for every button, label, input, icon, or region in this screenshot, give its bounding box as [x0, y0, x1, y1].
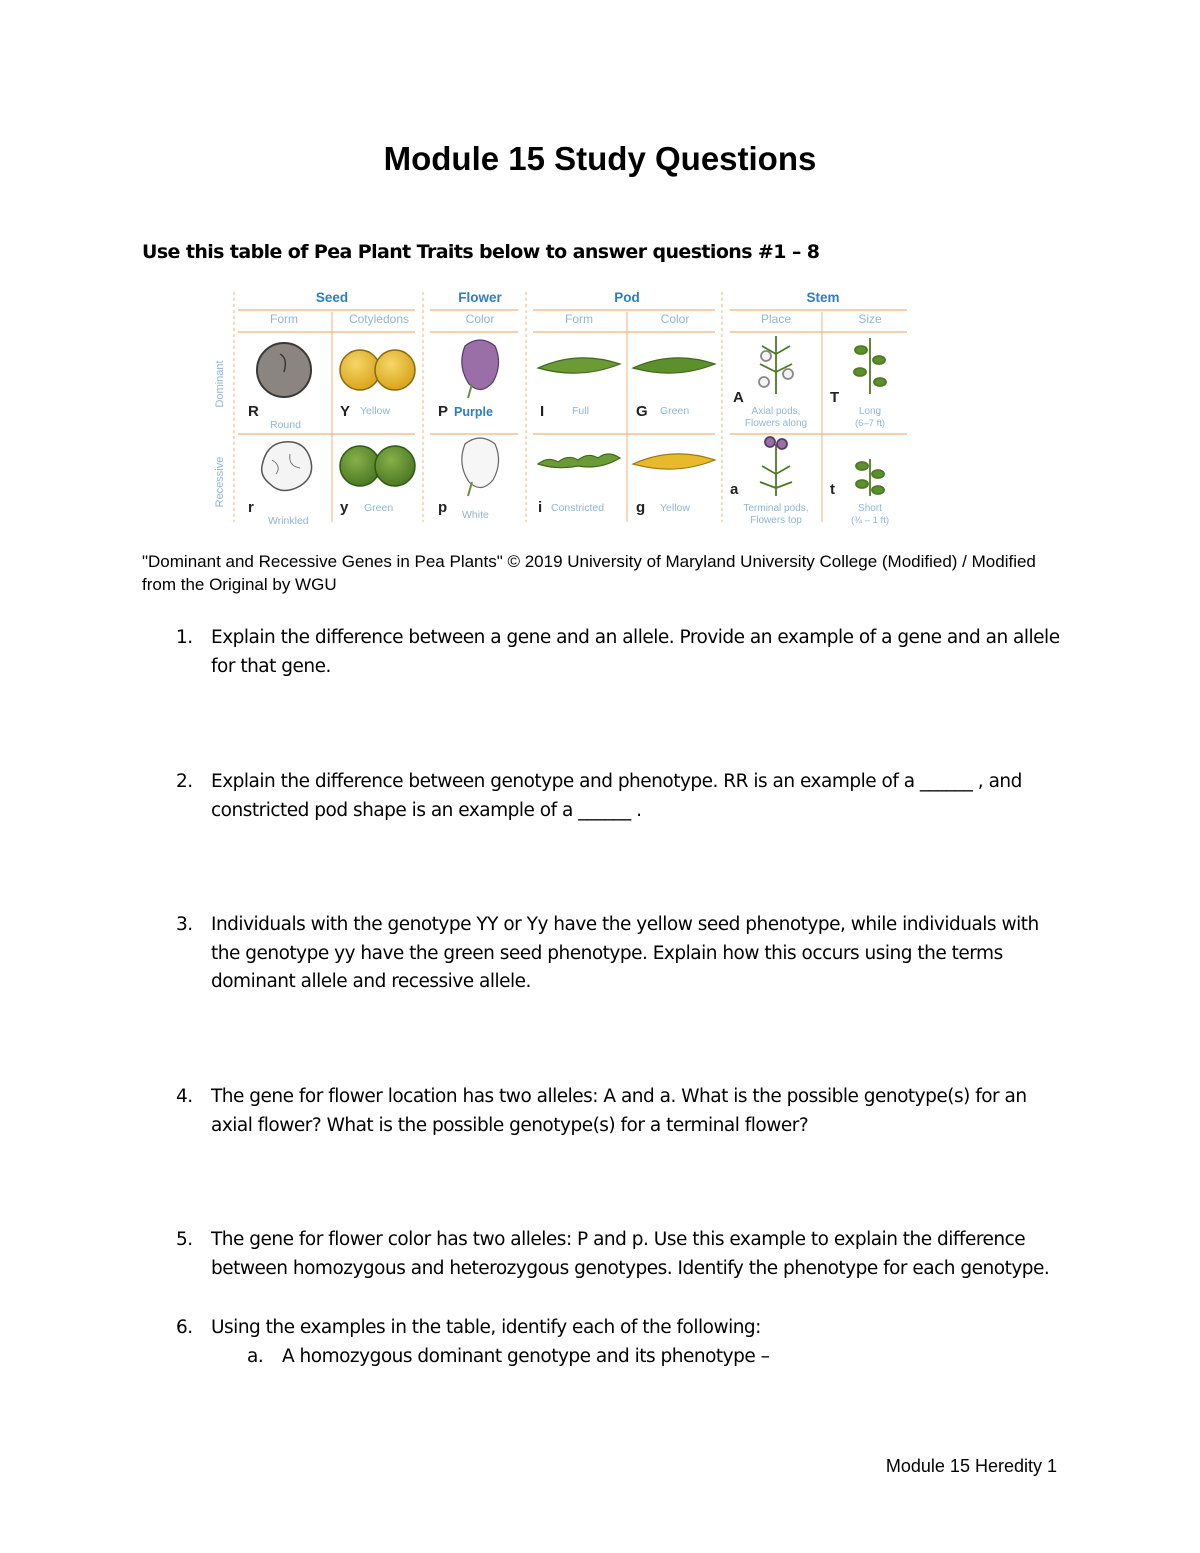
- intro-heading: Use this table of Pea Plant Traits below to answer questions #1 – 8: [142, 241, 820, 263]
- dom-label-green: Green: [660, 405, 690, 417]
- pea-traits-figure: [210, 284, 910, 529]
- question-text: Using the examples in the table, identify each of the following:: [211, 1317, 761, 1338]
- question-number: 1.: [176, 627, 193, 648]
- rec-letter-t: t: [830, 481, 835, 498]
- dom-label-long: Long: [858, 406, 882, 417]
- purple-flower-icon: [462, 340, 499, 398]
- dom-letter-P: P: [438, 403, 449, 420]
- green-pod-icon: [633, 358, 715, 373]
- question-text: Individuals with the genotype YY or Yy have the yellow seed phenotype, while individuals with the genotype yy have the green seed phenotype. Explain how this occurs using the terms dominant allele and recessive allele.: [211, 914, 1039, 992]
- subhead-stem-place: Place: [760, 312, 792, 326]
- question-text: Explain the difference between genotype and phenotype. RR is an example of a ______ , and constricted pod shape is an example of a ______ .: [211, 771, 1022, 821]
- group-seed: Seed: [315, 290, 349, 305]
- question-number: 2.: [176, 771, 193, 792]
- dom-label-axial: Axial pods,: [751, 406, 801, 417]
- page-footer: Module 15 Heredity 1: [885, 1456, 1057, 1476]
- constricted-pod-icon: [538, 454, 620, 468]
- axial-plant-icon: [759, 336, 793, 394]
- dom-label-full: Full: [572, 405, 589, 417]
- rec-letter-p: p: [438, 499, 448, 516]
- dom-letter-T: T: [830, 389, 840, 406]
- subhead-seed-cotyledons: Cotyledons: [348, 312, 410, 326]
- rec-letter-g: g: [636, 499, 646, 516]
- group-stem: Stem: [806, 290, 840, 305]
- short-stem-icon: [856, 459, 884, 496]
- group-pod: Pod: [614, 290, 640, 305]
- rec-label-terminal: Terminal pods,: [743, 503, 809, 514]
- full-pod-icon: [538, 358, 620, 373]
- page-title: Module 15 Study Questions: [383, 140, 817, 177]
- dom-label-axial-2: Flowers along: [744, 418, 808, 429]
- dom-label-long-2: (6–7 ft): [854, 418, 886, 429]
- question-number: 3.: [176, 914, 193, 935]
- rec-letter-y: y: [340, 499, 349, 516]
- rec-label-short: Short: [858, 503, 882, 514]
- long-stem-icon: [854, 338, 886, 394]
- yellow-cotyledons-icon: [340, 350, 415, 390]
- row-label-recessive: Recessive: [214, 456, 226, 508]
- rec-label-wrinkled: Wrinkled: [268, 515, 309, 527]
- question-text: The gene for flower location has two alleles: A and a. What is the possible genotype(s) for an axial flower? What is the possible genotype(s) for a terminal flower?: [211, 1086, 1027, 1136]
- dom-label-round: Round: [270, 419, 301, 431]
- rec-label-short-2: (¾ – 1 ft): [850, 515, 890, 526]
- dom-letter-A: A: [733, 389, 744, 406]
- question-text: Explain the difference between a gene and an allele. Provide an example of a gene and an allele for that gene.: [211, 627, 1060, 677]
- rec-label-yellow: Yellow: [660, 502, 690, 514]
- sub-item-text: A homozygous dominant genotype and its phenotype –: [282, 1346, 770, 1367]
- sub-item-number: a.: [247, 1346, 264, 1367]
- rec-letter-a: a: [730, 481, 739, 498]
- question-text: The gene for flower color has two alleles: P and p. Use this example to explain the difference between homozygous and heterozygous genotypes. Identify the phenotype for each genotype.: [211, 1229, 1050, 1279]
- subhead-flower-color: Color: [465, 312, 495, 326]
- rec-label-green: Green: [364, 502, 394, 514]
- round-seed-icon: [257, 343, 311, 397]
- rec-label-white: White: [462, 509, 489, 521]
- rec-label-constricted: Constricted: [551, 502, 605, 514]
- subhead-pod-color: Color: [660, 312, 690, 326]
- rec-letter-i: i: [538, 499, 543, 516]
- dom-label-purple: Purple: [454, 405, 493, 419]
- yellow-pod-icon: [633, 454, 715, 469]
- subhead-pod-form: Form: [565, 312, 593, 326]
- question-number: 6.: [176, 1317, 193, 1338]
- terminal-plant-icon: [760, 437, 792, 496]
- wrinkled-seed-icon: [262, 442, 312, 491]
- dom-letter-R: R: [248, 403, 259, 420]
- question-number: 4.: [176, 1086, 193, 1107]
- dom-letter-I: I: [540, 403, 545, 420]
- rec-letter-r: r: [248, 499, 254, 516]
- rec-label-terminal-2: Flowers top: [750, 515, 802, 526]
- dom-letter-Y: Y: [340, 403, 351, 420]
- dom-label-yellow: Yellow: [360, 405, 390, 417]
- dom-letter-G: G: [636, 403, 648, 420]
- question-number: 5.: [176, 1229, 193, 1250]
- row-label-dominant: Dominant: [214, 360, 226, 408]
- subhead-stem-size: Size: [858, 312, 882, 326]
- subhead-seed-form: Form: [270, 312, 298, 326]
- group-flower: Flower: [458, 290, 502, 305]
- white-flower-icon: [462, 438, 499, 496]
- green-cotyledons-icon: [340, 446, 415, 486]
- figure-caption: "Dominant and Recessive Genes in Pea Plants" © 2019 University of Maryland University College (Modified) / Modified from the Original by WGU: [142, 552, 1036, 594]
